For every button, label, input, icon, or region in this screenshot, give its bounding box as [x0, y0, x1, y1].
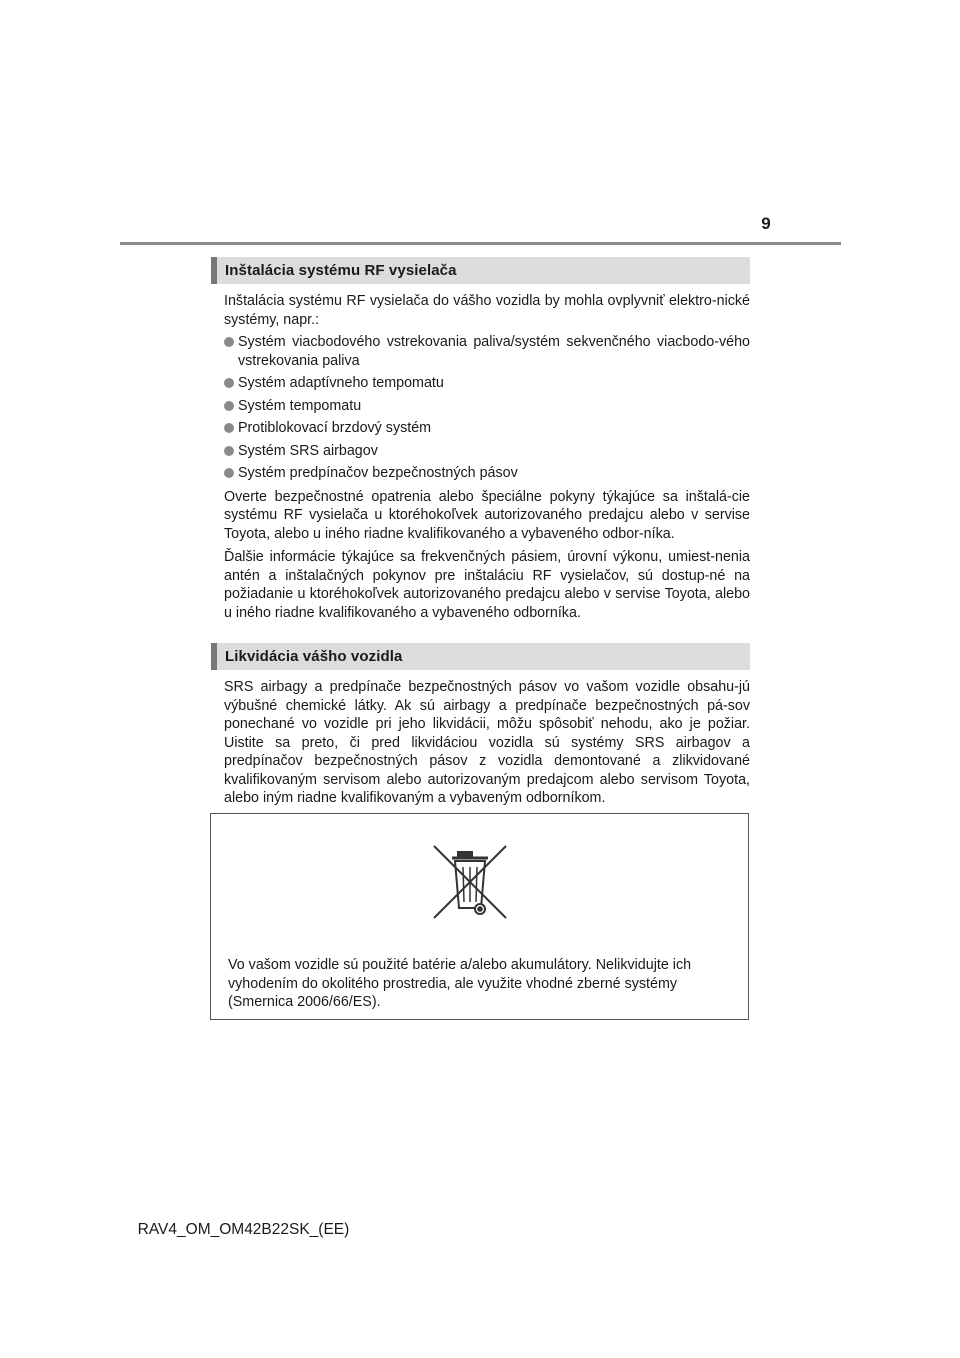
section-rf-transmitter	[211, 257, 750, 622]
battery-notice-text: Vo vašom vozidle sú použité batérie a/alebo akumulátory. Nelikvidujte ich vyhodením do okolitého prostredia, ale využite vhodné zberné systémy (Smernica 2006/66/ES).	[228, 957, 692, 1010]
section-title-rf: Inštalácia systému RF vysielača	[211, 257, 750, 284]
bullet-icon	[224, 337, 234, 347]
bullet-icon	[224, 468, 234, 478]
bullet-icon	[224, 446, 234, 456]
bullet-icon	[224, 401, 234, 411]
list-item: Systém viacbodového vstrekovania paliva/systém sekvenčného viacbodo-vého vstrekovania paliva	[211, 333, 750, 370]
list-item: Systém predpínačov bezpečnostných pásov	[211, 464, 750, 483]
disposal-paragraph: SRS airbagy a predpínače bezpečnostných pásov vo vašom vozidle obsahu-jú výbušné chemické látky. Ak sú airbagy a predpínače bezpečnostných pá-sov ponechané vo vozidle pri jeho likvidácii, môžu spôsobiť nehodu, ako je požiar. Uistite sa preto, či pred likvidáciou vozidla sú systémy SRS airbagov a predpínačov bezpečnostných pásov z vozidla demontované a zlikvidované kvalifikovaným servisom alebo autorizovaným predajcom alebo servisom Toyota, alebo iným riadne kvalifikovaným a vybaveným odborníkom.	[224, 679, 750, 806]
footer-document-code: RAV4_OM_OM42B22SK_(EE)	[137, 1221, 350, 1238]
battery-disposal-notice	[210, 813, 749, 1020]
bullet-icon	[224, 423, 234, 433]
rf-info-paragraph: Ďalšie informácie týkajúce sa frekvenčných pásiem, úrovní výkonu, umiest-nenia antén a inštalačných pokynov pre inštaláciu RF vysielačov, sú dostup-né na požiadanie u ktoréhokoľvek autorizovaného predajcu alebo v servise Toyota, alebo u iného riadne kvalifikovaného a vybaveného odborníka.	[224, 549, 750, 621]
section-vehicle-disposal	[211, 643, 750, 808]
list-item: Systém adaptívneho tempomatu	[211, 374, 750, 393]
list-item: Systém SRS airbagov	[211, 442, 750, 461]
section-title-disposal: Likvidácia vášho vozidla	[211, 643, 750, 670]
page-number: 9	[761, 214, 771, 233]
crossed-out-wheelie-bin-icon	[430, 842, 510, 922]
list-item: Systém tempomatu	[211, 397, 750, 416]
header-rule	[120, 242, 841, 245]
rf-verify-paragraph: Overte bezpečnostné opatrenia alebo špeciálne pokyny týkajúce sa inštalá-cie systému RF vysielača u ktoréhokoľvek autorizovaného predajcu alebo v servise Toyota, alebo u iného riadne kvalifikovaného a vybaveného odbor-níka.	[224, 488, 750, 542]
rf-systems-list	[211, 333, 750, 483]
bullet-icon	[224, 378, 234, 388]
rf-intro-paragraph: Inštalácia systému RF vysielača do vášho vozidla by mohla ovplyvniť elektro-nické systémy, napr.:	[224, 293, 750, 328]
list-item: Protiblokovací brzdový systém	[211, 419, 750, 438]
